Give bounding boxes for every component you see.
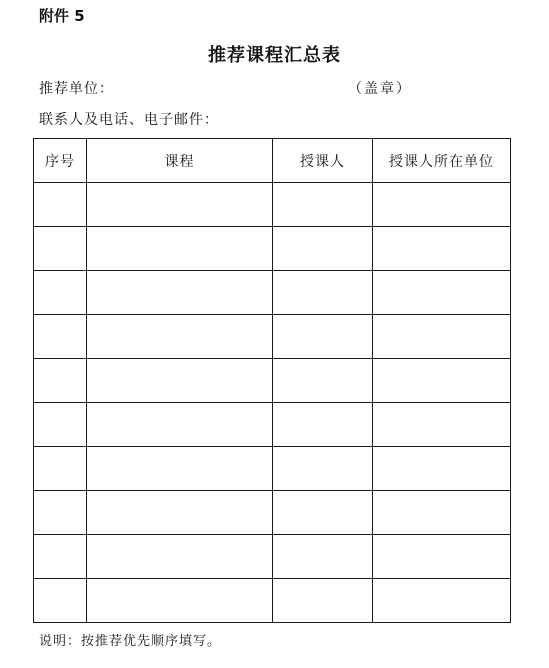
column-header-serial-number: 序号 — [34, 139, 87, 183]
footnote: 说明：按推荐优先顺序填写。 — [39, 634, 222, 649]
column-header-instructor: 授课人 — [273, 139, 373, 183]
cell-instructor-unit[interactable] — [373, 491, 511, 535]
page-title: 推荐课程汇总表 — [208, 45, 341, 66]
recommending-unit-label: 推荐单位： — [39, 81, 114, 97]
cell-instructor-unit[interactable] — [373, 535, 511, 579]
table-row — [34, 535, 511, 579]
cell-instructor-unit[interactable] — [373, 183, 511, 227]
cell-course[interactable] — [87, 403, 273, 447]
cell-instructor-unit[interactable] — [373, 359, 511, 403]
cell-instructor[interactable] — [273, 359, 373, 403]
seal-label: （盖章） — [348, 81, 412, 97]
column-header-course: 课程 — [87, 139, 273, 183]
cell-instructor-unit[interactable] — [373, 315, 511, 359]
column-header-instructor-unit: 授课人所在单位 — [373, 139, 511, 183]
table-row — [34, 315, 511, 359]
cell-instructor[interactable] — [273, 579, 373, 623]
attachment-label: 附件 5 — [39, 7, 85, 25]
table-row — [34, 447, 511, 491]
cell-instructor-unit[interactable] — [373, 227, 511, 271]
cell-serial-number[interactable] — [34, 227, 87, 271]
cell-serial-number[interactable] — [34, 491, 87, 535]
cell-instructor[interactable] — [273, 491, 373, 535]
cell-course[interactable] — [87, 227, 273, 271]
cell-serial-number[interactable] — [34, 535, 87, 579]
cell-instructor[interactable] — [273, 271, 373, 315]
cell-instructor-unit[interactable] — [373, 403, 511, 447]
course-summary-table — [33, 138, 511, 623]
cell-instructor[interactable] — [273, 227, 373, 271]
cell-course[interactable] — [87, 315, 273, 359]
cell-serial-number[interactable] — [34, 447, 87, 491]
cell-course[interactable] — [87, 535, 273, 579]
cell-serial-number[interactable] — [34, 359, 87, 403]
table-row — [34, 579, 511, 623]
cell-instructor[interactable] — [273, 535, 373, 579]
cell-serial-number[interactable] — [34, 183, 87, 227]
cell-course[interactable] — [87, 579, 273, 623]
table-row — [34, 359, 511, 403]
contact-label: 联系人及电话、电子邮件： — [39, 112, 219, 128]
cell-instructor[interactable] — [273, 403, 373, 447]
cell-course[interactable] — [87, 447, 273, 491]
cell-instructor[interactable] — [273, 315, 373, 359]
cell-instructor-unit[interactable] — [373, 579, 511, 623]
table-row — [34, 227, 511, 271]
table-header-row — [34, 139, 511, 183]
cell-course[interactable] — [87, 359, 273, 403]
cell-serial-number[interactable] — [34, 403, 87, 447]
cell-instructor-unit[interactable] — [373, 271, 511, 315]
cell-instructor[interactable] — [273, 447, 373, 491]
table-row — [34, 271, 511, 315]
cell-serial-number[interactable] — [34, 315, 87, 359]
cell-course[interactable] — [87, 271, 273, 315]
cell-course[interactable] — [87, 183, 273, 227]
table-row — [34, 183, 511, 227]
table-body — [34, 183, 511, 623]
cell-instructor[interactable] — [273, 183, 373, 227]
cell-instructor-unit[interactable] — [373, 447, 511, 491]
cell-course[interactable] — [87, 491, 273, 535]
table-row — [34, 403, 511, 447]
cell-serial-number[interactable] — [34, 271, 87, 315]
table-row — [34, 491, 511, 535]
cell-serial-number[interactable] — [34, 579, 87, 623]
